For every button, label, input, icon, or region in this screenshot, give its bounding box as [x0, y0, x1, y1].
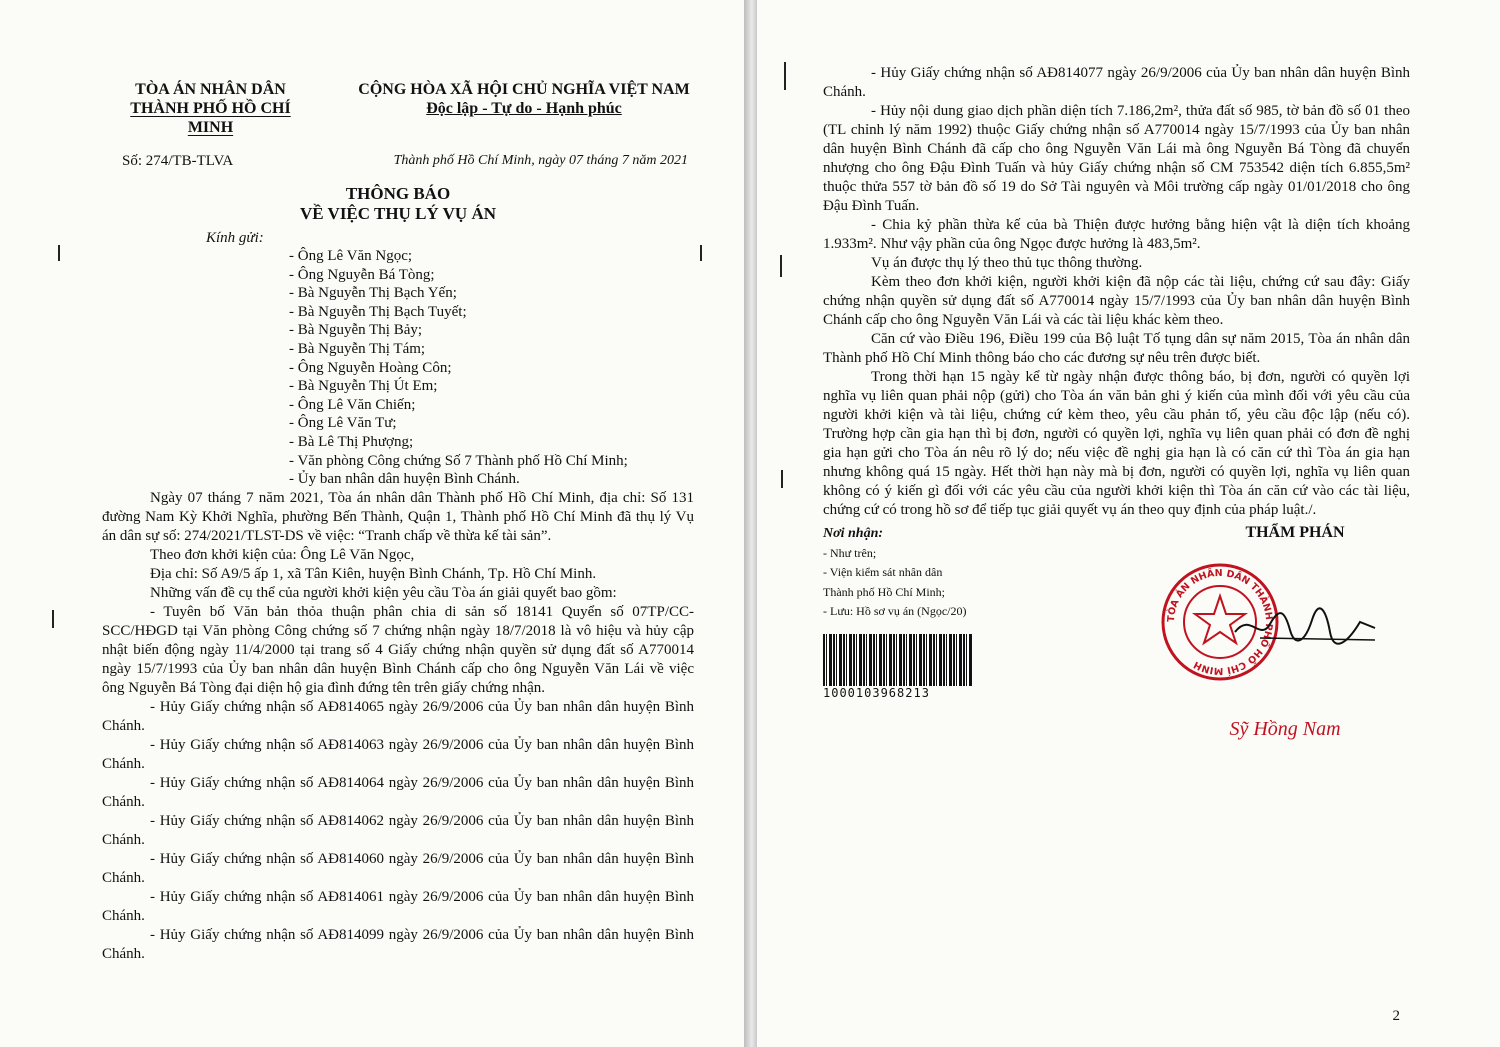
paragraph: Những vấn đề cụ thể của người khởi kiện yêu cầu Tòa án giải quyết bao gồm: — [150, 584, 617, 601]
paragraph: - Hủy Giấy chứng nhận số AĐ814060 ngày 26/9/2006 của Ủy ban nhân dân huyện Bình Chánh. — [102, 850, 694, 886]
recipient: - Bà Nguyễn Thị Bạch Tuyết; — [289, 303, 467, 320]
barcode-bars — [823, 634, 973, 686]
recipient: - Ông Lê Văn Ngọc; — [289, 248, 413, 264]
document-number: Số: 274/TB-TLVA — [122, 153, 234, 169]
signature-block — [823, 524, 1410, 741]
recipient: - Ông Nguyễn Hoàng Côn; — [289, 359, 452, 376]
recipient: - Ông Nguyễn Bá Tòng; — [289, 266, 435, 283]
recipient: - Ông Lê Văn Tư; — [289, 415, 397, 432]
recipient: - Ông Lê Văn Chiến; — [289, 396, 416, 413]
judge-block — [1165, 524, 1420, 741]
court-name: TÒA ÁN NHÂN DÂN THÀNH PHỐ HỒ CHÍ MINH — [130, 81, 291, 136]
scan-mark — [781, 470, 783, 488]
paragraph: - Hủy Giấy chứng nhận số AĐ814065 ngày 26/9/2006 của Ủy ban nhân dân huyện Bình Chánh. — [102, 698, 694, 734]
document-title: THÔNG BÁO VỀ VIỆC THỤ LÝ VỤ ÁN — [299, 184, 496, 223]
greeting: Kính gửi: — [206, 230, 264, 246]
svg-text:TÒA ÁN NHÂN DÂN THÀNH PHỐ HỒ C: TÒA ÁN NHÂN DÂN THÀNH PHỐ HỒ CHÍ MINH — [1165, 567, 1275, 677]
paragraph: Ngày 07 tháng 7 năm 2021, Tòa án nhân dân Thành phố Hồ Chí Minh, địa chỉ: Số 131 đường Nam Kỳ Khởi Nghĩa, phường Bến Thành, Quận 1, Thành phố Hồ Chí Minh đã thụ lý Vụ án dân sự số: 274/2021/TLST-DS về việc: “Tranh chấp về thừa kế tài sản”. — [102, 489, 694, 544]
paragraph: - Hủy Giấy chứng nhận số AĐ814077 ngày 26/9/2006 của Ủy ban nhân dân huyện Bình Chánh. — [823, 65, 1410, 100]
scan-mark — [58, 245, 60, 261]
recipient: - Bà Nguyễn Thị Tám; — [289, 340, 426, 357]
recipient: - Bà Nguyễn Thị Bạch Yến; — [289, 285, 457, 302]
recipient: - Bà Nguyễn Thị Bảy; — [289, 322, 423, 339]
paragraph: Vụ án được thụ lý theo thủ tục thông thường. — [871, 255, 1143, 271]
motto: Độc lập - Tự do - Hạnh phúc — [426, 100, 622, 117]
scan-mark — [780, 255, 782, 277]
page-number: 2 — [1392, 1008, 1400, 1024]
scan-mark — [784, 62, 786, 90]
page-2 — [757, 0, 1500, 1047]
paragraph: Kèm theo đơn khởi kiện, người khởi kiện đã nộp các tài liệu, chứng cứ sau đây: Giấy chứng nhận quyền sử dụng đất số A770014 ngày 15/7/1993 của Ủy ban nhân dân huyện Bình Chánh cấp cho ông Nguyễn Văn Lái và các tài liệu khác kèm theo. — [823, 274, 1410, 328]
paragraph: Địa chỉ: Số A9/5 ấp 1, xã Tân Kiên, huyện Bình Chánh, Tp. Hồ Chí Minh. — [150, 565, 597, 582]
recipient: - Văn phòng Công chứng Số 7 Thành phố Hồ Chí Minh; — [289, 452, 628, 469]
paragraph: - Hủy Giấy chứng nhận số AĐ814099 ngày 26/9/2006 của Ủy ban nhân dân huyện Bình Chánh. — [102, 926, 694, 962]
paragraph: - Hủy Giấy chứng nhận số AĐ814064 ngày 26/9/2006 của Ủy ban nhân dân huyện Bình Chánh. — [102, 774, 694, 810]
paragraph: - Hủy nội dung giao dịch phần diện tích 7.186,2m², thửa đất số 985, tờ bản đồ số 01 theo (TL chỉnh lý năm 1992) thuộc Giấy chứng nhận số A770014 ngày 15/7/1993 của Ủy ban nhân dân huyện Bình Chánh đã cấp cho ông Nguyễn Văn Lái mà ông Nguyễn Bá Tòng đã chuyển nhượng cho ông Đậu Đình Tuấn và hủy Giấy chứng nhận số CM 753542 diện tích 6.855,5m² thuộc thửa 557 tờ bản đồ số 19 do Sở Tài nguyên và Môi trường cấp ngày 01/01/2018 cho ông Đậu Đình Tuấn. — [823, 103, 1410, 214]
paragraph: - Chia kỷ phần thừa kế của bà Thiện được hưởng bằng hiện vật là diện tích khoảng 1.933m². Như vậy phần của ông Ngọc được hưởng là 483,5m². — [823, 217, 1410, 252]
paragraph: Căn cứ vào Điều 196, Điều 199 của Bộ luật Tố tụng dân sự năm 2015, Tòa án nhân dân Thành phố Hồ Chí Minh thông báo cho các đương sự nêu trên được biết. — [823, 331, 1410, 366]
page-fold — [744, 0, 757, 1047]
body-text — [102, 489, 694, 964]
recipient: - Bà Lê Thị Phượng; — [289, 433, 414, 450]
recipient-list — [289, 247, 694, 489]
court-seal — [1160, 562, 1280, 682]
signer-role: THẨM PHÁN — [1245, 524, 1345, 541]
paragraph: - Hủy Giấy chứng nhận số AĐ814063 ngày 26/9/2006 của Ủy ban nhân dân huyện Bình Chánh. — [102, 736, 694, 772]
paragraph: Theo đơn khởi kiện của: Ông Lê Văn Ngọc, — [150, 546, 415, 563]
barcode — [823, 634, 973, 700]
recipient: - Bà Nguyễn Thị Út Em; — [289, 378, 438, 395]
document-header — [102, 80, 694, 137]
page-1 — [0, 0, 744, 1047]
body-text — [823, 64, 1410, 520]
signature-icon — [1230, 602, 1380, 652]
barcode-number: 1000103968213 — [823, 685, 930, 700]
paragraph: - Hủy Giấy chứng nhận số AĐ814062 ngày 26/9/2006 của Ủy ban nhân dân huyện Bình Chánh. — [102, 812, 694, 848]
paragraph: Trong thời hạn 15 ngày kể từ ngày nhận được thông báo, bị đơn, người có quyền lợi nghĩa vụ liên quan phải nộp (gửi) cho Tòa án văn bản ghi ý kiến của mình đối với yêu cầu của người khởi kiện và tài liệu, chứng cứ kèm theo, yêu cầu phản tố, yêu cầu độc lập (nếu có). Trường hợp cần gia hạn thì bị đơn, người có quyền lợi, nghĩa vụ liên quan phải có đơn đề nghị gia hạn gửi cho Tòa án nêu rõ lý do; nếu việc đề nghị gia hạn là có căn cứ thì Tòa án gia hạn nhưng không quá 15 ngày. Hết thời hạn này mà bị đơn, người có quyền lợi, nghĩa vụ liên quan không có ý kiến gì đối với các yêu cầu của người khởi kiện thì Tòa án căn cứ vào các tài liệu, chứng cứ có trong hồ sơ để tiếp tục giải quyết vụ án theo quy định của pháp luật./. — [823, 369, 1410, 518]
paragraph: - Hủy Giấy chứng nhận số AĐ814061 ngày 26/9/2006 của Ủy ban nhân dân huyện Bình Chánh. — [102, 888, 694, 924]
national-heading: CỘNG HÒA XÃ HỘI CHỦ NGHĨA VIỆT NAM Độc lập - Tự do - Hạnh phúc — [354, 80, 694, 137]
signer-name: Sỹ Hồng Nam — [1229, 718, 1341, 740]
scan-mark — [52, 610, 54, 628]
recipients-heading: Nơi nhận: — [823, 526, 884, 541]
recipients-block: Nơi nhận: - Như trên; - Viện kiểm sát nhân dân Thành phố Hồ Chí Minh; - Lưu: Hồ sơ vụ án (Ngọc/20) 1000103968213 — [823, 524, 973, 741]
recipient: - Ủy ban nhân dân huyện Bình Chánh. — [289, 471, 520, 488]
place-date: Thành phố Hồ Chí Minh, ngày 07 tháng 7 năm 2021 — [393, 153, 688, 168]
scan-mark — [700, 245, 702, 261]
paragraph: - Tuyên bố Văn bản thỏa thuận phân chia di sản số 18141 Quyển số 07TP/CC-SCC/HĐGD tại Văn phòng Công chứng số 7 chứng nhận ngày 18/7/2018 là vô hiệu và hủy cập nhật biến động ngày 11/4/2000 tại trang số 4 Giấy chứng nhận quyền sử dụng đất số A770014 ngày 15/7/1993 của Ủy ban nhân dân huyện Bình Chánh cấp cho ông Nguyễn Văn Lái về việc ông Nguyễn Bá Tòng đại diện hộ gia đình đứng tên trên giấy chứng nhận. — [102, 603, 694, 696]
